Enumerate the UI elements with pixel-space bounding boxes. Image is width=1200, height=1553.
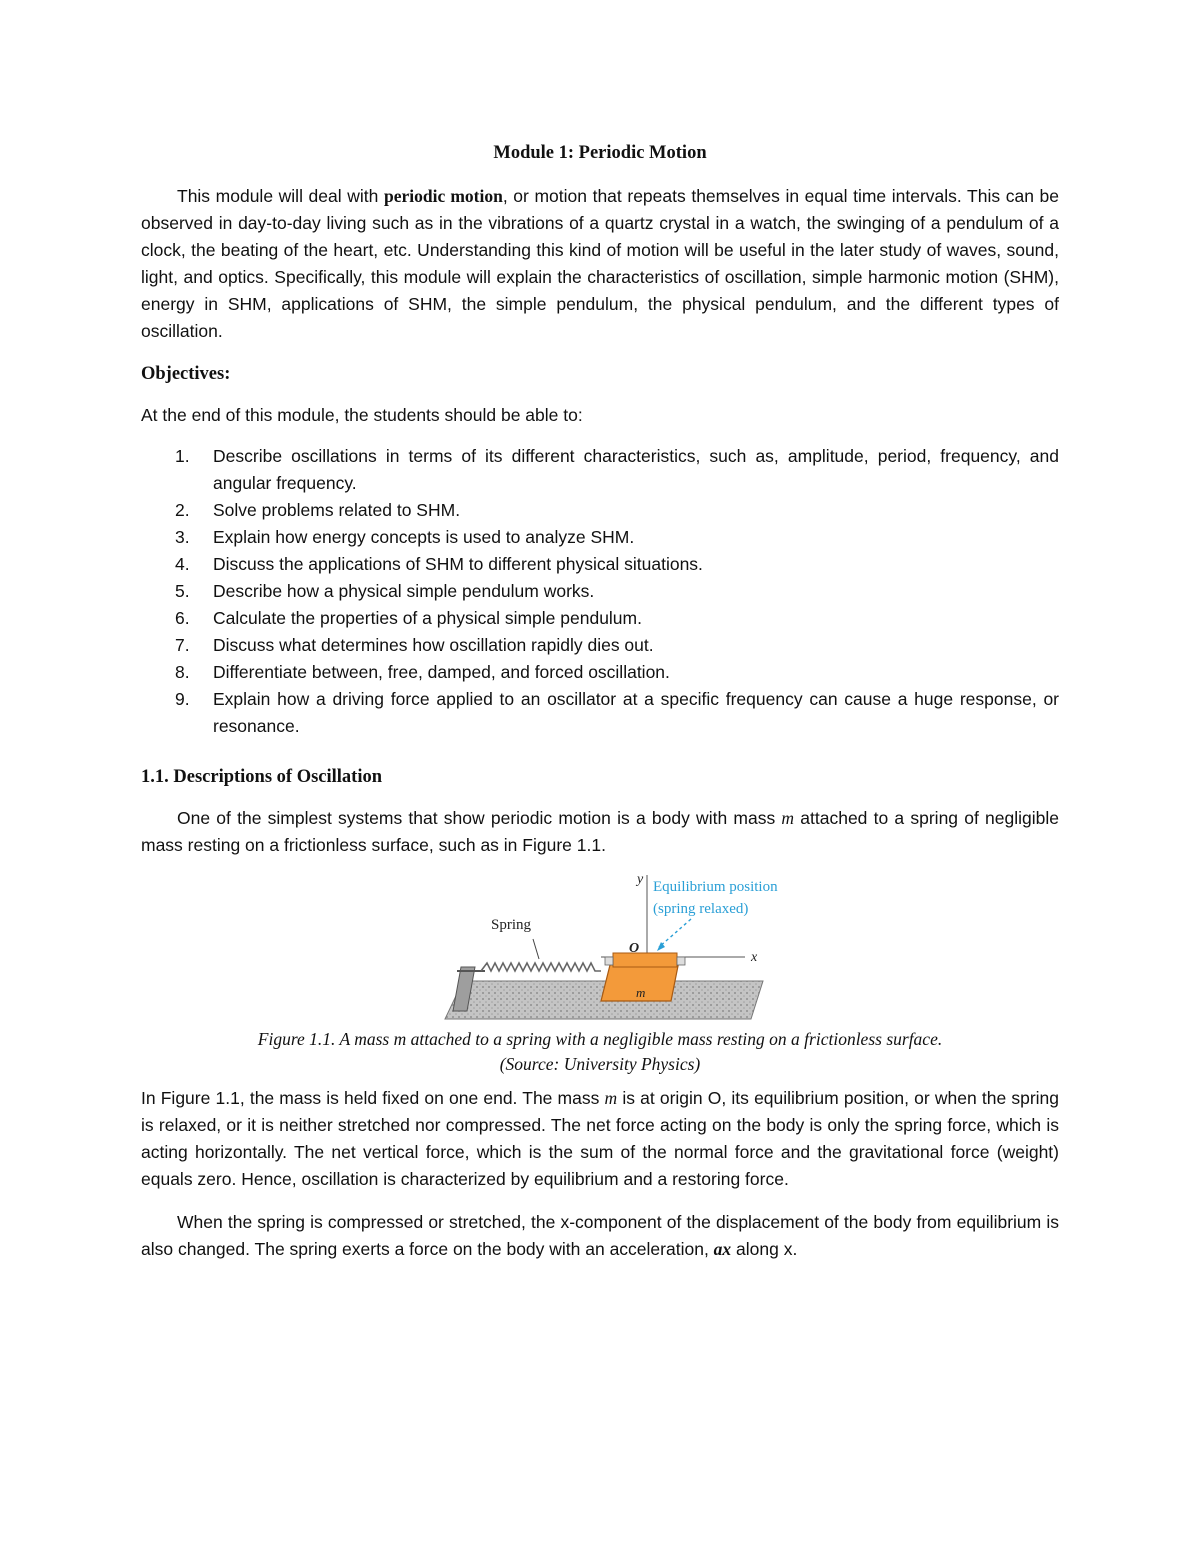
list-item-text: Explain how a driving force applied to an oscillator at a specific frequency can cause a huge response, or resonance. bbox=[213, 689, 1059, 736]
para2-text-after: is at origin O, its equilibrium position, or when the spring is relaxed, or it is neither stretched nor compressed. The net force acting on the body is only the spring force, which is acting horizontally. The net vertical force, which is the sum of the normal force and the gravitational force (weight) equals zero. Hence, oscillation is characterized by equilibrium and a restoring force. bbox=[141, 1088, 1060, 1189]
objectives-list bbox=[141, 443, 1059, 740]
list-item-number: 8. bbox=[175, 662, 190, 682]
intro-paragraph bbox=[141, 183, 1059, 345]
section-heading: 1.1. Descriptions of Oscillation bbox=[141, 767, 383, 787]
para3-text-after: along x. bbox=[731, 1239, 798, 1259]
list-item-number: 9. bbox=[175, 689, 190, 709]
mass-label: m bbox=[636, 985, 646, 1000]
page-title: Module 1: Periodic Motion bbox=[493, 143, 707, 163]
list-item-text: Describe how a physical simple pendulum works. bbox=[213, 581, 595, 601]
displacement-paragraph bbox=[141, 1209, 1059, 1263]
equilibrium-arrow bbox=[659, 919, 691, 947]
list-item-number: 5. bbox=[175, 581, 190, 601]
list-item bbox=[141, 497, 1059, 524]
equilibrium-label-line2: (spring relaxed) bbox=[653, 901, 749, 917]
list-item bbox=[141, 686, 1059, 740]
document-page bbox=[141, 140, 1059, 1263]
list-item bbox=[141, 605, 1059, 632]
list-item-text: Solve problems related to SHM. bbox=[213, 500, 461, 520]
spring-mass-diagram bbox=[433, 871, 833, 1021]
section-text-after: attached to a spring of negligible mass resting on a frictionless surface, such as in Figure 1.1. bbox=[141, 808, 1060, 855]
para2-text-before: In Figure 1.1, the mass is held fixed on one end. The mass bbox=[141, 1088, 605, 1108]
list-item-number: 4. bbox=[175, 554, 190, 574]
spring-coil bbox=[481, 963, 601, 971]
mass-variable: m bbox=[604, 1088, 618, 1108]
list-item bbox=[141, 524, 1059, 551]
objectives-lead: At the end of this module, the students should be able to: bbox=[141, 405, 583, 425]
list-item-number: 2. bbox=[175, 500, 190, 520]
x-axis-label: x bbox=[751, 950, 758, 965]
list-item-number: 7. bbox=[175, 635, 190, 655]
list-item bbox=[141, 551, 1059, 578]
list-item-text: Calculate the properties of a physical simple pendulum. bbox=[213, 608, 642, 628]
list-item-text: Describe oscillations in terms of its different characteristics, such as, amplitude, period, frequency, and angular frequency. bbox=[213, 446, 1059, 493]
figure-caption: Figure 1.1. A mass m attached to a spring with a negligible mass resting on a frictionless surface. bbox=[257, 1029, 943, 1049]
list-item-number: 6. bbox=[175, 608, 190, 628]
list-item-text: Discuss what determines how oscillation rapidly dies out. bbox=[213, 635, 654, 655]
intro-term: periodic motion bbox=[383, 186, 503, 206]
section-paragraph bbox=[141, 805, 1059, 859]
figure-source: (Source: University Physics) bbox=[499, 1054, 701, 1074]
intro-text-before: This module will deal with bbox=[177, 186, 384, 206]
para3-text-before: When the spring is compressed or stretched, the x-component of the displacement of the body from equilibrium is also changed. The spring exerts a force on the body with an acceleration, bbox=[141, 1212, 1059, 1259]
intro-text-after: , or motion that repeats themselves in equal time intervals. This can be observed in day-to-day living such as in the vibrations of a quartz crystal in a watch, the swinging of a pendulum of a clock, the beating of the heart, etc. Understanding this kind of motion will be useful in the later study of waves, sound, light, and optics. Specifically, this module will explain the characteristics of oscillation, simple harmonic motion (SHM), energy in SHM, applications of SHM, the simple pendulum, the physical pendulum, and the different types of oscillation. bbox=[141, 186, 1059, 341]
y-axis-label: y bbox=[637, 872, 644, 887]
spring-mass-figure bbox=[433, 871, 833, 1021]
list-item-text: Explain how energy concepts is used to analyze SHM. bbox=[213, 527, 635, 547]
list-item bbox=[141, 632, 1059, 659]
equilibrium-label-line1: Equilibrium position bbox=[653, 879, 778, 895]
list-item bbox=[141, 659, 1059, 686]
acceleration-variable: ax bbox=[713, 1239, 732, 1259]
list-item-text: Differentiate between, free, damped, and forced oscillation. bbox=[213, 662, 670, 682]
objectives-heading: Objectives: bbox=[141, 364, 231, 384]
list-item-number: 3. bbox=[175, 527, 190, 547]
spring-label: Spring bbox=[491, 917, 532, 933]
origin-label: O bbox=[629, 941, 640, 956]
list-item-number: 1. bbox=[175, 446, 190, 466]
figure-discussion-paragraph bbox=[141, 1085, 1059, 1193]
section-text-before: One of the simplest systems that show periodic motion is a body with mass bbox=[177, 808, 782, 828]
mass-variable: m bbox=[781, 808, 795, 828]
list-item bbox=[141, 578, 1059, 605]
list-item-text: Discuss the applications of SHM to different physical situations. bbox=[213, 554, 703, 574]
list-item bbox=[141, 443, 1059, 497]
